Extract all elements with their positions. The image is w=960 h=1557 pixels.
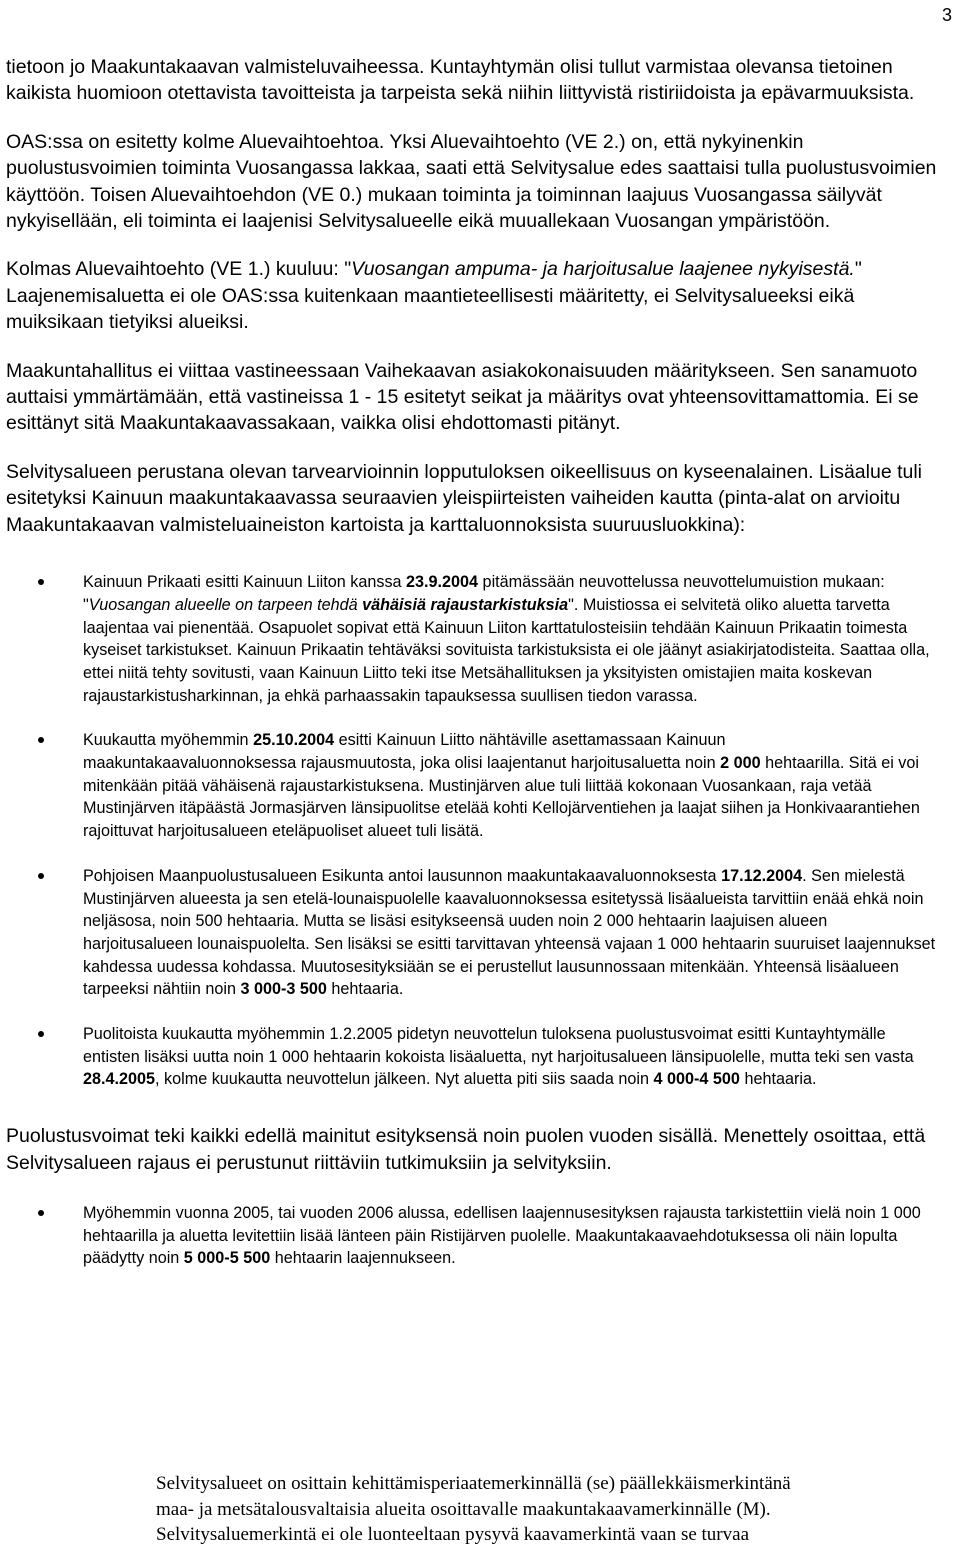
- footnote-line: maa- ja metsätalousvaltaisia alueita osoittavalle maakuntakaavamerkinnälle (M).: [156, 1498, 771, 1520]
- italic-quote: Vuosangan ampuma- ja harjoitusalue laajenee nykyisestä.: [351, 258, 855, 281]
- bullet-list-1: [6, 571, 941, 1091]
- list-item: Myöhemmin vuonna 2005, tai vuoden 2006 alussa, edellisen laajennusesityksen rajausta tarkistettiin vielä noin 1 000 hehtaarilla ja aluetta levitettiin lisää länteen päin Ristijärven puolelle. Maakuntakaavaehdotuksessa oli näin lopulta päädytty noin 5 000-5 500 hehtaarin laajennukseen.: [6, 1202, 941, 1270]
- paragraph-5: Selvitysalueen perustana olevan tarvearvioinnin lopputuloksen oikeellisuus on kyseenalainen. Lisäalue tuli esitetyksi Kainuun maakuntakaavassa seuraavien yleispiirteisten vaiheiden kautta (pinta-alat on arvioitu Maakuntakaavan valmisteluaineiston kartoista ja karttaluonnoksista suuruusluokkina):: [6, 460, 923, 536]
- list-item: Puolitoista kuukautta myöhemmin 1.2.2005 pidetyn neuvottelun tuloksena puolustusvoimat esitti Kuntayhtymälle entisten lisäksi uutta noin 1 000 hehtaarin kokoista lisäaluetta, nyt harjoitusalueen länsipuolelle, mutta teki sen vasta 28.4.2005, kolme kuukautta neuvottelun jälkeen. Nyt aluetta piti siis saada noin 4 000-4 500 hehtaaria.: [6, 1023, 941, 1091]
- list-item: Kuukautta myöhemmin 25.10.2004 esitti Kainuun Liitto nähtäville asettamassaan Kainuun maakuntakaavaluonnoksessa rajausmuutosta, joka olisi laajentanut harjoitusaluetta noin 2 000 hehtaarilla. Sitä ei voi mitenkään pitää vähäisenä rajaustarkistuksena. Mustinjärven alue tuli liittää kokonaan Vuosankaan, raja vetää Mustinjärven itäpäästä Jormasjärven länsipuolitse etelää kohti Kellojärventiehen ja laajat siihen ja Honkivaarantiehen rajoittuvat harjoitusalueen eteläpuoliset alueet tuli lisätä.: [6, 729, 941, 843]
- footnote-text: [156, 1471, 956, 1548]
- paragraph-2: OAS:ssa on esitetty kolme Aluevaihtoehtoa. Yksi Aluevaihtoehto (VE 2.) on, että nykyinenkin puolustusvoimien toiminta Vuosangassa lakkaa, saati että Selvitysalue edes saattaisi tulla puolustusvoimien käyttöön. Toisen Aluevaihtoehdon (VE 0.) mukaan toiminta ja toiminnan laajuus Vuosangassa säilyvät nykyisellään, eli toiminta ei laajenisi Selvitysalueelle eikä muuallekaan Vuosangan ympäristöön.: [6, 130, 937, 233]
- footnote-line: Selvitysaluemerkintä ei ole luonteeltaan pysyvä kaavamerkintä vaan se turvaa: [156, 1524, 749, 1545]
- bullet-list-2: [6, 1202, 941, 1270]
- document-body: [6, 54, 941, 1292]
- footnote-line: Selvitysalueet on osittain kehittämisperiaatemerkinnällä (se) päällekkäismerkintänä: [156, 1473, 791, 1494]
- list-item: Pohjoisen Maanpuolustusalueen Esikunta antoi lausunnon maakuntakaavaluonnoksesta 17.12.2004. Sen mielestä Mustinjärven alueesta ja sen etelä-lounaispuolelle kaavaluonnoksessa esitetyssä lisäalueista tarvittiin enää ehkä noin neljäsosa, noin 500 hehtaaria. Mutta se lisäsi esitykseensä uuden noin 2 000 hehtaarin laajuisen alueen harjoitusalueen lounaispuolelta. Sen lisäksi se esitti tarvittavan yhteensä vajaan 1 000 hehtaarin suuruiset laajennukset kahdessa uudessa kohdassa. Muutosesityksiään se ei perustellut lausunnossaan mitenkään. Yhteensä lisäalueen tarpeeksi nähtiin noin 3 000-3 500 hehtaaria.: [6, 865, 941, 1001]
- list-item: Kainuun Prikaati esitti Kainuun Liiton kanssa 23.9.2004 pitämässään neuvottelussa neuvottelumuistion mukaan: "Vuosangan alueelle on tarpeen tehdä vähäisiä rajaustarkistuksia". Muistiossa ei selvitetä oliko aluetta tarvetta laajentaa vai pienentää. Osapuolet sopivat että Kainuun Liiton karttatulosteisiin tehdään Kainuun Prikaatin toimesta kyseiset tarkistukset. Kainuun Prikaatin tehtäväksi sovituista tarkistuksista ei ole jäänyt asiakirjatodisteita. Saattaa olla, ettei niitä tehty sovitusti, vaan Kainuun Liitto teki itse Metsähallituksen ja yksityisten omistajien maita koskevan rajaustarkistusharkinnan, ja ehkä parhaassakin tapauksessa suullisen tiedon varassa.: [6, 571, 941, 707]
- page-number: 3: [941, 5, 952, 25]
- paragraph-4: Maakuntahallitus ei viittaa vastineessaan Vaihekaavan asiakokonaisuuden määritykseen. Sen sanamuoto auttaisi ymmärtämään, että vastineissa 1 - 15 esitetyt seikat ja määritys ovat yhteensovittamattomia. Ei se esittänyt sitä Maakuntakaavassakaan, vaikka olisi ehdottomasti pitänyt.: [6, 359, 919, 435]
- paragraph-1: tietoon jo Maakuntakaavan valmisteluvaiheessa. Kuntayhtymän olisi tullut varmistaa olevansa tietoinen kaikista huomioon otettavista tavoitteista ja tarpeista sekä niihin liittyvistä ristiriidoista ja epävarmuuksista.: [6, 56, 915, 105]
- paragraph-6: Puolustusvoimat teki kaikki edellä mainitut esityksensä noin puolen vuoden sisällä. Menettely osoittaa, että Selvitysalueen rajaus ei perustunut riittäviin tutkimuksiin ja selvityksiin.: [6, 1125, 926, 1174]
- paragraph-3: Kolmas Aluevaihtoehto (VE 1.) kuuluu: "Vuosangan ampuma- ja harjoitusalue laajenee nykyisestä." Laajenemisaluetta ei ole OAS:ssa kuitenkaan maantieteellisesti määritetty, ei Selvitysalueeksi eikä muiksikaan tietyiksi alueiksi.: [6, 258, 862, 334]
